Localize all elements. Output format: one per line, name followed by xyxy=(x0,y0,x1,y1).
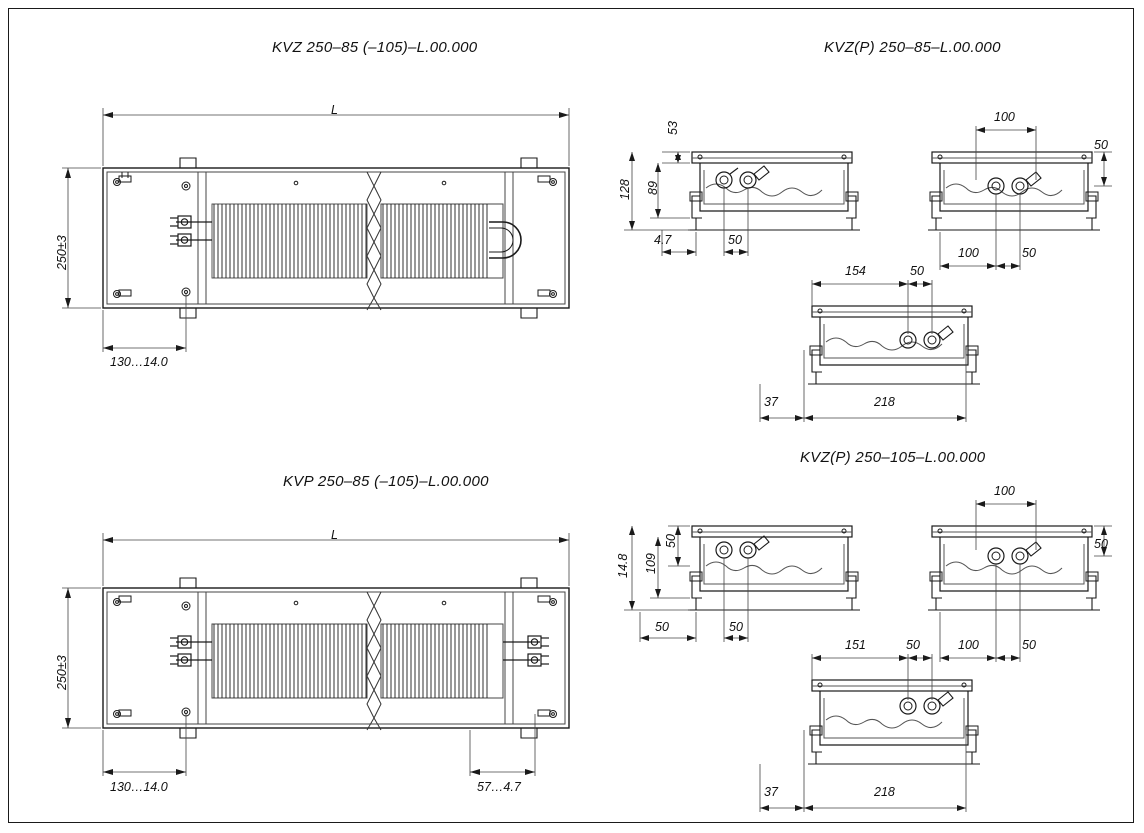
dim-kvzp85b-154: 154 xyxy=(845,264,866,278)
dim-kvz-length: L xyxy=(331,103,338,117)
dim-kvzp85-53: 53 xyxy=(666,121,680,135)
title-kvz-250-85: KVZ 250–85 (–105)–L.00.000 xyxy=(272,39,478,56)
dim-kvzp85-128: 128 xyxy=(618,179,632,200)
dim-kvz-offset-left: 130…14.0 xyxy=(110,355,168,369)
dim-kvzp85r-100-top: 100 xyxy=(994,110,1015,124)
dim-kvzp85b-37: 37 xyxy=(764,395,778,409)
dim-kvz-height: 250±3 xyxy=(55,235,69,270)
dim-kvzp85-89: 89 xyxy=(646,181,660,195)
view-kvz-plan xyxy=(103,158,569,318)
title-kvp-250-85: KVP 250–85 (–105)–L.00.000 xyxy=(283,473,489,490)
dim-kvzp85r-100-bot: 100 xyxy=(958,246,979,260)
dim-kvzp85-50: 50 xyxy=(728,233,742,247)
dim-kvp-height: 250±3 xyxy=(55,655,69,690)
dim-kvp-length: L xyxy=(331,528,338,542)
dim-kvzp105r-50-side: 50 xyxy=(1094,537,1108,551)
dim-kvzp105b-151: 151 xyxy=(845,638,866,652)
dim-kvzp105r-50-bot: 50 xyxy=(1022,638,1036,652)
dim-kvzp105-109: 109 xyxy=(644,553,658,574)
view-kvz-dimensions xyxy=(62,108,569,352)
view-kvzp85-bottom-dimensions xyxy=(760,280,966,422)
dim-kvzp105r-100-bot: 100 xyxy=(958,638,979,652)
view-kvzp85-left-section xyxy=(688,152,860,230)
view-kvp-plan xyxy=(103,578,569,738)
dim-kvzp105r-100-top: 100 xyxy=(994,484,1015,498)
dim-kvzp105b-37: 37 xyxy=(764,785,778,799)
view-kvzp85-right-section xyxy=(928,152,1100,230)
dim-kvzp85-47: 4.7 xyxy=(654,233,672,247)
dim-kvzp105-50a: 50 xyxy=(655,620,669,634)
title-kvzp-250-105: KVZ(P) 250–105–L.00.000 xyxy=(800,449,986,466)
view-kvzp85-bottom-section xyxy=(808,306,980,384)
dim-kvzp105b-218: 218 xyxy=(874,785,895,799)
dim-kvzp105b-50: 50 xyxy=(906,638,920,652)
view-kvp-dimensions xyxy=(62,533,569,776)
title-kvzp-250-85: KVZ(P) 250–85–L.00.000 xyxy=(824,39,1001,56)
dim-kvp-offset-left: 130…14.0 xyxy=(110,780,168,794)
dim-kvzp85r-50-side: 50 xyxy=(1094,138,1108,152)
dim-kvzp85b-218: 218 xyxy=(874,395,895,409)
dim-kvzp85b-50: 50 xyxy=(910,264,924,278)
view-kvzp105-right-section xyxy=(928,526,1100,610)
view-kvzp105-bottom-section xyxy=(808,680,980,764)
view-kvzp105-left-section xyxy=(688,526,860,610)
view-kvzp105-bottom-dimensions xyxy=(760,654,966,812)
dim-kvp-offset-right: 57…4.7 xyxy=(477,780,521,794)
dim-kvzp105-50-top: 50 xyxy=(664,534,678,548)
dim-kvzp85r-50-bot: 50 xyxy=(1022,246,1036,260)
dim-kvzp105-148: 14.8 xyxy=(616,553,630,578)
dim-kvzp105-50b: 50 xyxy=(729,620,743,634)
